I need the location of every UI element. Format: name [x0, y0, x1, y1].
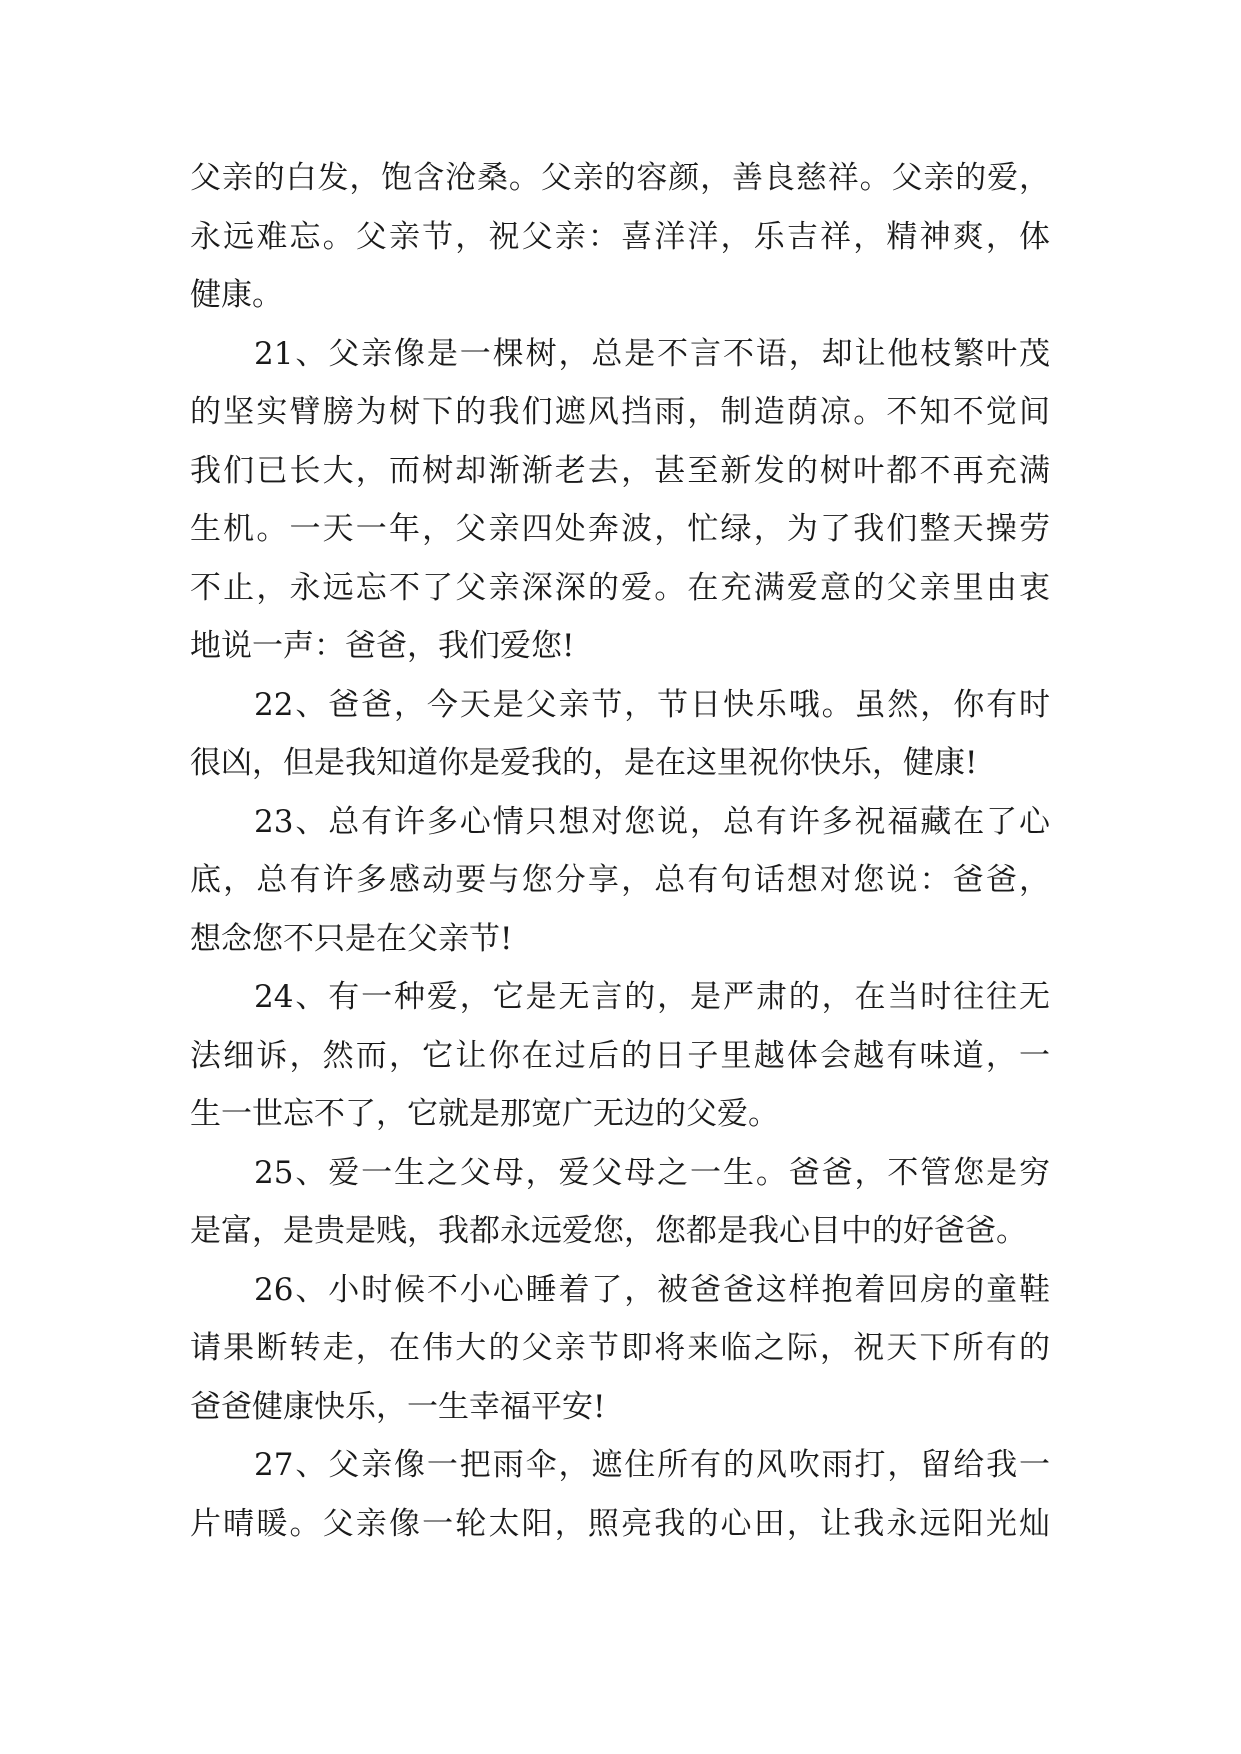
paragraph-line: 底，总有许多感动要与您分享，总有句话想对您说：爸爸， — [190, 862, 1050, 898]
paragraph-line: 22、爸爸，今天是父亲节，节日快乐哦。虽然，你有时 — [254, 687, 1050, 723]
paragraph-line: 健康。 — [190, 277, 283, 313]
paragraph-line: 生机。一天一年，父亲四处奔波，忙绿，为了我们整天操劳 — [190, 511, 1050, 547]
paragraph-line: 很凶，但是我知道你是爱我的，是在这里祝你快乐，健康! — [190, 745, 978, 781]
paragraph-line: 爸爸健康快乐，一生幸福平安! — [190, 1389, 606, 1425]
paragraph-line: 地说一声：爸爸，我们爱您! — [190, 628, 575, 664]
paragraph-line: 请果断转走，在伟大的父亲节即将来临之际，祝天下所有的 — [190, 1330, 1050, 1366]
paragraph-line: 父亲的白发，饱含沧桑。父亲的容颜，善良慈祥。父亲的爱， — [190, 160, 1050, 196]
paragraph-line: 片晴暖。父亲像一轮太阳，照亮我的心田，让我永远阳光灿 — [190, 1506, 1050, 1542]
paragraph-line: 生一世忘不了，它就是那宽广无边的父爱。 — [190, 1096, 779, 1132]
paragraph-line: 26、小时候不小心睡着了，被爸爸这样抱着回房的童鞋 — [254, 1272, 1050, 1308]
paragraph-line: 法细诉，然而，它让你在过后的日子里越体会越有味道，一 — [190, 1038, 1050, 1074]
paragraph-line: 是富，是贵是贱，我都永远爱您，您都是我心目中的好爸爸。 — [190, 1213, 1027, 1249]
paragraph-line: 27、父亲像一把雨伞，遮住所有的风吹雨打，留给我一 — [254, 1447, 1050, 1483]
paragraph-line: 24、有一种爱，它是无言的，是严肃的，在当时往往无 — [254, 979, 1050, 1015]
paragraph-line: 21、父亲像是一棵树，总是不言不语，却让他枝繁叶茂 — [254, 336, 1050, 372]
paragraph-line: 想念您不只是在父亲节! — [190, 921, 513, 957]
paragraph-line: 我们已长大，而树却渐渐老去，甚至新发的树叶都不再充满 — [190, 453, 1050, 489]
paragraph-line: 23、总有许多心情只想对您说，总有许多祝福藏在了心 — [254, 804, 1050, 840]
paragraph-line: 25、爱一生之父母，爱父母之一生。爸爸，不管您是穷 — [254, 1155, 1050, 1191]
paragraph-line: 永远难忘。父亲节，祝父亲：喜洋洋，乐吉祥，精神爽，体 — [190, 219, 1050, 255]
paragraph-line: 不止，永远忘不了父亲深深的爱。在充满爱意的父亲里由衷 — [190, 570, 1050, 606]
paragraph-line: 的坚实臂膀为树下的我们遮风挡雨，制造荫凉。不知不觉间 — [190, 394, 1050, 430]
